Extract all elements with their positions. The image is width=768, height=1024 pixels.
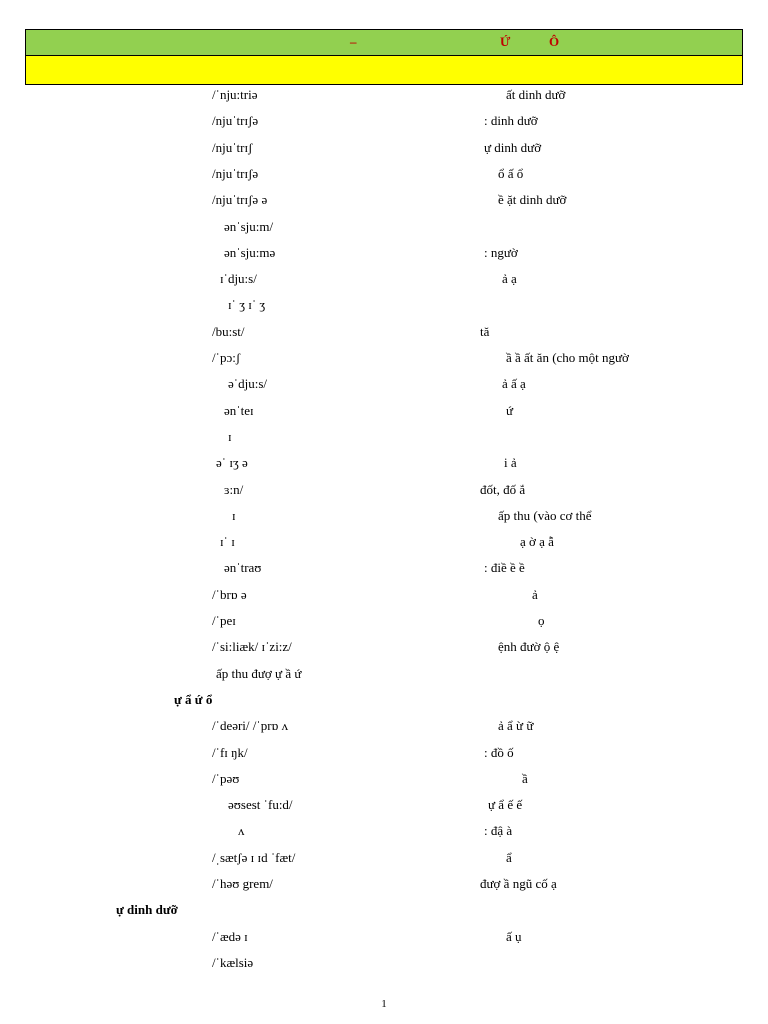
vocab-pronunciation: /ˈnju:triə: [212, 87, 258, 102]
section-heading: ự dinh dưỡ: [116, 902, 178, 918]
vocab-meaning: ầ: [522, 770, 528, 786]
vocab-row: [0, 718, 768, 738]
vocab-row: [0, 297, 768, 317]
header-mark-u: Ứ: [500, 34, 511, 49]
vocab-row: [0, 219, 768, 239]
vocab-meaning: ề ặt dinh dưỡ: [498, 192, 567, 208]
vocab-pronunciation: /ˈdeəri/ /ˈprɒ ʌ: [212, 718, 289, 734]
vocab-pronunciation: ənˈteɪ: [224, 402, 254, 418]
section-heading-row: [0, 692, 768, 712]
vocab-meaning: : điề ề ề: [484, 560, 525, 576]
vocab-pronunciation: /bu:st/: [212, 323, 245, 339]
vocab-row: [0, 455, 768, 475]
vocab-pronunciation: /ˈkælsiə: [212, 954, 254, 970]
vocab-meaning: ệnh đườ ộ ệ: [498, 639, 560, 655]
vocab-pronunciation: ấp thu đượ ự ầ ứ: [216, 665, 302, 681]
vocab-row: [0, 666, 768, 686]
vocab-meaning: ẩ: [506, 849, 512, 865]
vocab-meaning: ấp thu (vào cơ thể: [498, 507, 592, 523]
vocab-meaning: ạ ờ ạ ẫ: [520, 534, 554, 550]
header-dash: –: [350, 34, 357, 49]
header-mark-o: Ô: [549, 34, 560, 49]
vocab-pronunciation: /ˈædə ɪ: [212, 928, 248, 944]
vocab-meaning: ất dinh dưỡ: [506, 87, 566, 102]
vocab-pronunciation: /ˈpɔ:ʃ: [212, 350, 241, 365]
vocab-pronunciation: /ˈpəʊ: [212, 770, 240, 786]
vocab-meaning: : đậ à: [484, 823, 513, 839]
vocab-row: [0, 245, 768, 265]
vocab-row: [0, 639, 768, 659]
vocab-row: [0, 324, 768, 344]
vocab-row: [0, 429, 768, 449]
vocab-row: [0, 113, 768, 133]
vocab-row: [0, 140, 768, 160]
vocab-row: [0, 823, 768, 843]
vocab-pronunciation: əˈ ɪʒ ə: [216, 455, 248, 471]
vocab-pronunciation: /njuˈtrɪʃə: [212, 165, 259, 181]
vocab-row: [0, 797, 768, 817]
vocab-meaning: ứ: [506, 402, 514, 418]
vocab-meaning: ấ ụ: [506, 928, 522, 944]
vocab-meaning: : ngườ: [484, 244, 518, 260]
vocab-pronunciation: /njuˈtrɪʃə: [212, 113, 259, 129]
vocab-pronunciation: /ˈfɪ ŋk/: [212, 744, 248, 760]
vocab-row: [0, 560, 768, 580]
vocab-meaning: ả ấ ạ: [502, 376, 526, 392]
vocab-meaning: ả: [532, 586, 538, 602]
vocab-pronunciation: /ˈpeɪ: [212, 613, 236, 628]
vocab-row: [0, 613, 768, 633]
vocab-meaning: ầ ầ ất ăn (cho một ngườ: [506, 350, 629, 365]
vocab-meaning: ự dinh dưỡ: [484, 139, 542, 155]
vocab-row: [0, 508, 768, 528]
section-heading: ự ẩ ứ ổ: [174, 691, 213, 707]
vocab-pronunciation: /njuˈtrɪʃ: [212, 139, 253, 155]
vocab-pronunciation: ʌ: [238, 823, 245, 839]
page-number: 1: [381, 998, 387, 1010]
vocab-meaning: ọ: [538, 613, 545, 628]
vocab-pronunciation: /ˈbrɒ ə: [212, 586, 247, 602]
vocab-pronunciation: ɪ: [232, 507, 236, 523]
vocab-pronunciation: ənˈtraʊ: [224, 560, 262, 576]
vocab-row: [0, 192, 768, 212]
vocab-row: [0, 350, 768, 370]
vocab-row: [0, 745, 768, 765]
vocab-row: [0, 534, 768, 554]
vocab-pronunciation: ənˈsju:mə: [224, 244, 276, 260]
vocab-row: [0, 376, 768, 396]
vocab-pronunciation: ɪˈdju:s/: [220, 271, 257, 287]
vocab-row: [0, 929, 768, 949]
vocab-row: [0, 955, 768, 975]
vocab-pronunciation: əʊsest ˈfu:d/: [228, 797, 293, 813]
vocab-pronunciation: ɪ: [228, 428, 232, 444]
vocab-meaning: ổ ấ ổ: [498, 165, 524, 181]
vocab-meaning: đượ ầ ngũ cố ạ: [480, 876, 557, 891]
vocab-row: [0, 87, 768, 107]
vocab-meaning: i ả: [504, 455, 517, 471]
vocab-pronunciation: əˈdju:s/: [228, 376, 267, 392]
vocab-pronunciation: /ˌsætʃə ɪ ɪd ˈfæt/: [212, 849, 296, 865]
vocab-pronunciation: ɜ:n/: [224, 481, 244, 497]
vocab-meaning: ả ẩ ừ ữ: [498, 718, 534, 734]
vocab-row: [0, 482, 768, 502]
vocab-pronunciation: /ˈsi:liæk/ ɪˈzi:z/: [212, 639, 292, 655]
vocab-pronunciation: /ˈhəʊ grem/: [212, 876, 273, 891]
vocab-row: [0, 403, 768, 423]
vocab-meaning: tă: [480, 323, 490, 339]
vocab-pronunciation: ɪˈ ɪ: [220, 534, 235, 550]
vocab-meaning: : dinh dưỡ: [484, 113, 538, 129]
vocab-row: [0, 850, 768, 870]
vocab-meaning: đốt, đố ắ: [480, 481, 526, 497]
vocab-row: [0, 876, 768, 896]
vocab-row: [0, 271, 768, 291]
vocab-meaning: : đồ ố: [484, 744, 514, 760]
vocab-meaning: ả ạ: [502, 271, 517, 287]
vocab-pronunciation: ɪˈ ʒ ɪˈ ʒ: [228, 297, 266, 313]
vocab-pronunciation: ənˈsju:m/: [224, 218, 274, 234]
vocab-meaning: ự ẩ ế ế: [488, 797, 523, 813]
section-heading-row: [0, 902, 768, 922]
vocab-row: [0, 587, 768, 607]
vocab-row: [0, 166, 768, 186]
vocab-pronunciation: /njuˈtrɪʃə ə: [212, 192, 268, 208]
vocab-row: [0, 771, 768, 791]
